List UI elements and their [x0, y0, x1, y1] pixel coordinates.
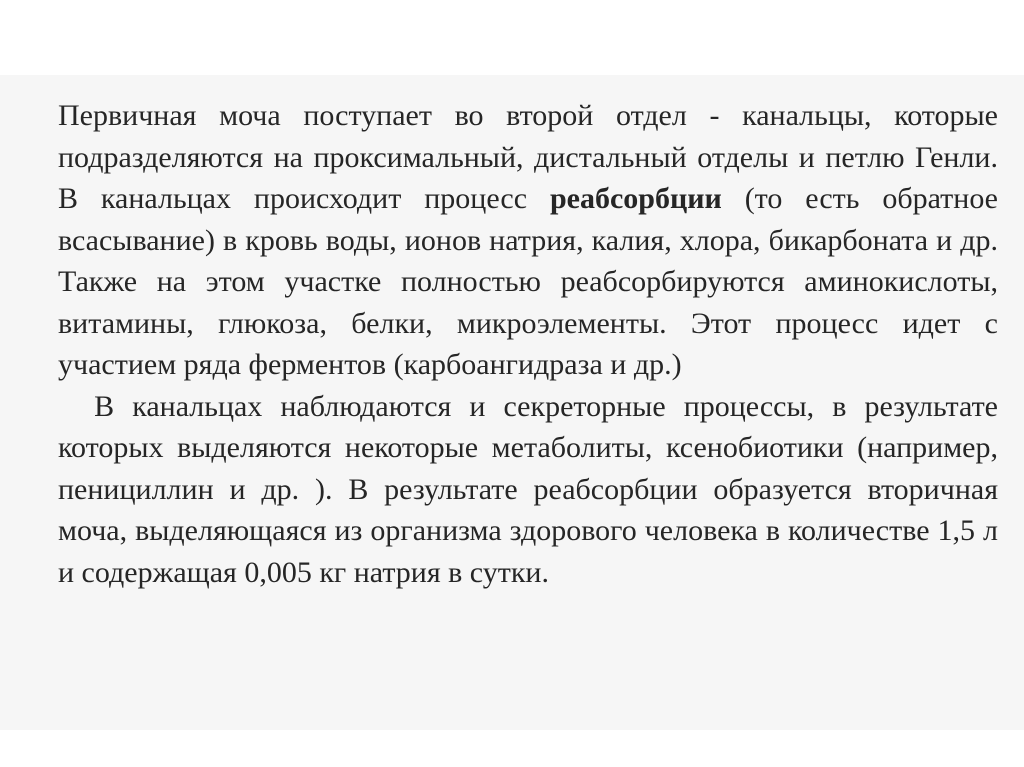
- paragraph-2-text: В канальцах наблюдаются и секреторные процессы, в результате которых выделяются некоторые метаболиты, ксенобиотики (например, пенициллин и др. ). В результате реабсорбции образуется вторичная моча, выделяющаяся из организма здорового человека в количестве 1,5 л и содержащая 0,005 кг натрия в сутки.: [58, 389, 998, 589]
- text-block: [58, 95, 998, 593]
- paragraph-1-rest: (то есть обратное всасывание) в кровь воды, ионов натрия, калия, хлора, бикарбоната и др. Также на этом участке полностью реабсорбируются аминокислоты, витамины, глюкоза, белки, микроэлементы. Этот процесс идет с участием ряда ферментов (карбоангидраза и др.): [58, 182, 998, 381]
- paragraph-1: [58, 95, 998, 386]
- paragraph-1-lead: Первичная моча поступает во второй отдел - канальцы, которые подразделяются на проксимальный, дистальный отделы и петлю Генли. В канальцах происходит процесс: [58, 99, 998, 215]
- bold-term-reabsorption: реабсорбции: [549, 182, 722, 215]
- paragraph-2: [58, 386, 998, 594]
